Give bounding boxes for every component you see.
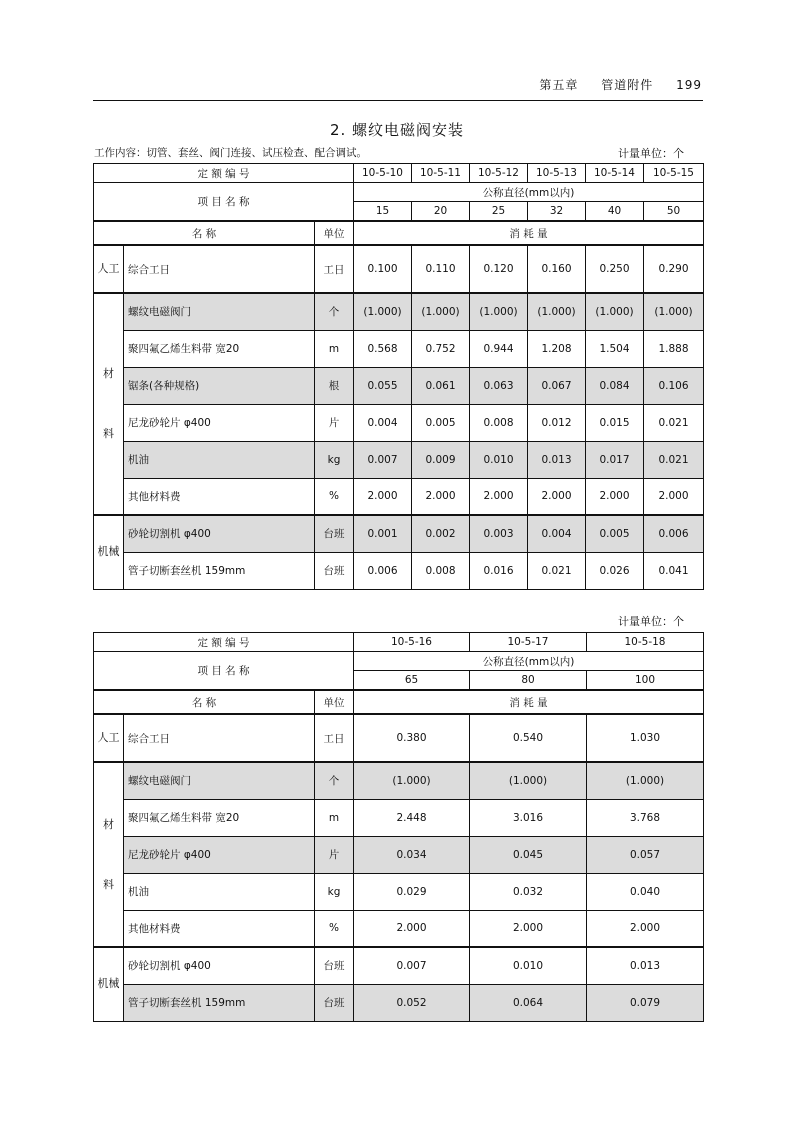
row-name: 综合工日: [124, 714, 315, 762]
value-cell: 0.568: [354, 330, 412, 367]
value-cell: 1.208: [528, 330, 586, 367]
value-cell: (1.000): [587, 762, 704, 799]
value-cell: 0.007: [354, 441, 412, 478]
value-cell: 0.004: [354, 404, 412, 441]
value-cell: 0.100: [354, 245, 412, 293]
row-name: 螺纹电磁阀门: [124, 293, 315, 330]
value-cell: 0.110: [412, 245, 470, 293]
code-cell: 10-5-18: [587, 633, 704, 652]
row-name: 锯条(各种规格): [124, 367, 315, 404]
row-name: 聚四氟乙烯生料带 宽20: [124, 799, 315, 836]
row-unit: 根: [315, 367, 354, 404]
value-cell: 2.000: [644, 478, 704, 515]
row-name: 其他材料费: [124, 478, 315, 515]
value-cell: 0.004: [528, 515, 586, 552]
value-cell: 0.084: [586, 367, 644, 404]
consumption-header: 消 耗 量: [354, 221, 704, 245]
value-cell: 2.000: [586, 478, 644, 515]
code-cell: 10-5-17: [470, 633, 587, 652]
code-cell: 10-5-10: [354, 164, 412, 183]
group-material-bottom: 料: [103, 877, 114, 891]
value-cell: 0.009: [412, 441, 470, 478]
value-cell: 0.040: [587, 873, 704, 910]
value-cell: 0.013: [587, 947, 704, 984]
value-cell: 0.106: [644, 367, 704, 404]
code-cell: 10-5-15: [644, 164, 704, 183]
running-header: [521, 76, 702, 93]
value-cell: 0.001: [354, 515, 412, 552]
value-cell: 0.026: [586, 552, 644, 589]
value-cell: 0.064: [470, 984, 587, 1021]
row-name: 砂轮切割机 φ400: [124, 515, 315, 552]
value-cell: 0.057: [587, 836, 704, 873]
value-cell: 0.032: [470, 873, 587, 910]
row-name: 聚四氟乙烯生料带 宽20: [124, 330, 315, 367]
value-cell: 0.008: [412, 552, 470, 589]
value-cell: 0.944: [470, 330, 528, 367]
value-cell: 0.017: [586, 441, 644, 478]
diameter-cell: 20: [412, 202, 470, 222]
value-cell: 0.029: [354, 873, 470, 910]
row-unit: %: [315, 910, 354, 947]
diameter-cell: 50: [644, 202, 704, 222]
value-cell: (1.000): [470, 762, 587, 799]
value-cell: 0.061: [412, 367, 470, 404]
row-unit: 台班: [315, 984, 354, 1021]
row-unit: 个: [315, 762, 354, 799]
value-cell: 0.013: [528, 441, 586, 478]
value-cell: 0.067: [528, 367, 586, 404]
value-cell: 0.034: [354, 836, 470, 873]
row-unit: kg: [315, 441, 354, 478]
value-cell: 2.000: [528, 478, 586, 515]
unit-header: 单位: [315, 690, 354, 714]
row-name: 综合工日: [124, 245, 315, 293]
value-cell: (1.000): [412, 293, 470, 330]
diameter-cell: 40: [586, 202, 644, 222]
diameter-cell: 80: [470, 671, 587, 691]
value-cell: 0.055: [354, 367, 412, 404]
value-cell: 0.015: [586, 404, 644, 441]
value-cell: 2.000: [470, 478, 528, 515]
row-unit: 片: [315, 404, 354, 441]
item-name-label: 项 目 名 称: [94, 183, 354, 222]
diameter-label: 公称直径(mm以内): [354, 652, 704, 671]
diameter-cell: 32: [528, 202, 586, 222]
value-cell: 2.000: [354, 478, 412, 515]
value-cell: 0.079: [587, 984, 704, 1021]
group-machine: 机械: [94, 515, 124, 589]
header-rule: [93, 100, 703, 101]
group-material-top: 材: [103, 817, 114, 831]
row-unit: 工日: [315, 245, 354, 293]
unit-note-2: 计量单位：个: [618, 615, 684, 628]
row-name: 机油: [124, 873, 315, 910]
value-cell: 1.504: [586, 330, 644, 367]
value-cell: 0.250: [586, 245, 644, 293]
section-title: 2. 螺纹电磁阀安装: [329, 121, 465, 139]
value-cell: 0.063: [470, 367, 528, 404]
name-header: 名 称: [94, 221, 315, 245]
row-name: 砂轮切割机 φ400: [124, 947, 315, 984]
value-cell: 0.021: [644, 404, 704, 441]
group-material: [94, 293, 124, 515]
item-name-label: 项 目 名 称: [94, 652, 354, 691]
value-cell: 2.448: [354, 799, 470, 836]
value-cell: 0.380: [354, 714, 470, 762]
code-cell: 10-5-14: [586, 164, 644, 183]
value-cell: 1.888: [644, 330, 704, 367]
page-number: 199: [676, 78, 702, 92]
code-cell: 10-5-11: [412, 164, 470, 183]
value-cell: 0.005: [586, 515, 644, 552]
row-unit: 台班: [315, 515, 354, 552]
group-material-top: 材: [103, 367, 114, 380]
value-cell: 0.002: [412, 515, 470, 552]
value-cell: 0.006: [644, 515, 704, 552]
group-labor: 人工: [94, 714, 124, 762]
value-cell: 0.041: [644, 552, 704, 589]
value-cell: 0.010: [470, 441, 528, 478]
unit-header: 单位: [315, 221, 354, 245]
row-name: 机油: [124, 441, 315, 478]
group-material-bottom: 料: [103, 427, 114, 440]
value-cell: 0.016: [470, 552, 528, 589]
row-unit: 片: [315, 836, 354, 873]
code-cell: 10-5-12: [470, 164, 528, 183]
code-cell: 10-5-16: [354, 633, 470, 652]
row-name: 尼龙砂轮片 φ400: [124, 404, 315, 441]
value-cell: 3.768: [587, 799, 704, 836]
value-cell: 0.010: [470, 947, 587, 984]
work-content: 工作内容：切管、套丝、阀门连接、试压检查、配合调试。: [94, 147, 367, 159]
row-unit: kg: [315, 873, 354, 910]
value-cell: (1.000): [354, 293, 412, 330]
value-cell: 0.006: [354, 552, 412, 589]
value-cell: 0.008: [470, 404, 528, 441]
value-cell: 0.012: [528, 404, 586, 441]
value-cell: 2.000: [587, 910, 704, 947]
group-material: [94, 762, 124, 947]
diameter-label: 公称直径(mm以内): [354, 183, 704, 202]
code-cell: 10-5-13: [528, 164, 586, 183]
row-name: 其他材料费: [124, 910, 315, 947]
value-cell: (1.000): [470, 293, 528, 330]
name-header: 名 称: [94, 690, 315, 714]
group-machine: 机械: [94, 947, 124, 1021]
group-labor: 人工: [94, 245, 124, 293]
unit-note-1: 计量单位：个: [618, 147, 684, 160]
quota-code-label: 定 额 编 号: [94, 164, 354, 183]
value-cell: (1.000): [644, 293, 704, 330]
value-cell: 0.160: [528, 245, 586, 293]
quota-table-2: [93, 632, 704, 1022]
value-cell: 0.120: [470, 245, 528, 293]
value-cell: 0.005: [412, 404, 470, 441]
value-cell: 0.003: [470, 515, 528, 552]
quota-code-label: 定 额 编 号: [94, 633, 354, 652]
row-unit: %: [315, 478, 354, 515]
value-cell: 3.016: [470, 799, 587, 836]
diameter-cell: 100: [587, 671, 704, 691]
value-cell: 0.540: [470, 714, 587, 762]
value-cell: 0.052: [354, 984, 470, 1021]
row-unit: 个: [315, 293, 354, 330]
diameter-cell: 15: [354, 202, 412, 222]
value-cell: (1.000): [528, 293, 586, 330]
value-cell: 0.752: [412, 330, 470, 367]
diameter-cell: 65: [354, 671, 470, 691]
row-name: 管子切断套丝机 159mm: [124, 552, 315, 589]
value-cell: 0.007: [354, 947, 470, 984]
value-cell: 0.290: [644, 245, 704, 293]
value-cell: 2.000: [470, 910, 587, 947]
value-cell: (1.000): [354, 762, 470, 799]
value-cell: 2.000: [354, 910, 470, 947]
row-name: 管子切断套丝机 159mm: [124, 984, 315, 1021]
value-cell: 0.021: [528, 552, 586, 589]
row-unit: m: [315, 330, 354, 367]
row-unit: 台班: [315, 552, 354, 589]
row-unit: 工日: [315, 714, 354, 762]
row-name: 尼龙砂轮片 φ400: [124, 836, 315, 873]
row-name: 螺纹电磁阀门: [124, 762, 315, 799]
value-cell: 2.000: [412, 478, 470, 515]
row-unit: m: [315, 799, 354, 836]
value-cell: 0.045: [470, 836, 587, 873]
chapter-label: 第五章: [539, 78, 579, 92]
row-unit: 台班: [315, 947, 354, 984]
quota-table-1: [93, 163, 704, 590]
value-cell: 0.021: [644, 441, 704, 478]
section-label: 管道附件: [601, 78, 654, 92]
consumption-header: 消 耗 量: [354, 690, 704, 714]
value-cell: (1.000): [586, 293, 644, 330]
diameter-cell: 25: [470, 202, 528, 222]
value-cell: 1.030: [587, 714, 704, 762]
